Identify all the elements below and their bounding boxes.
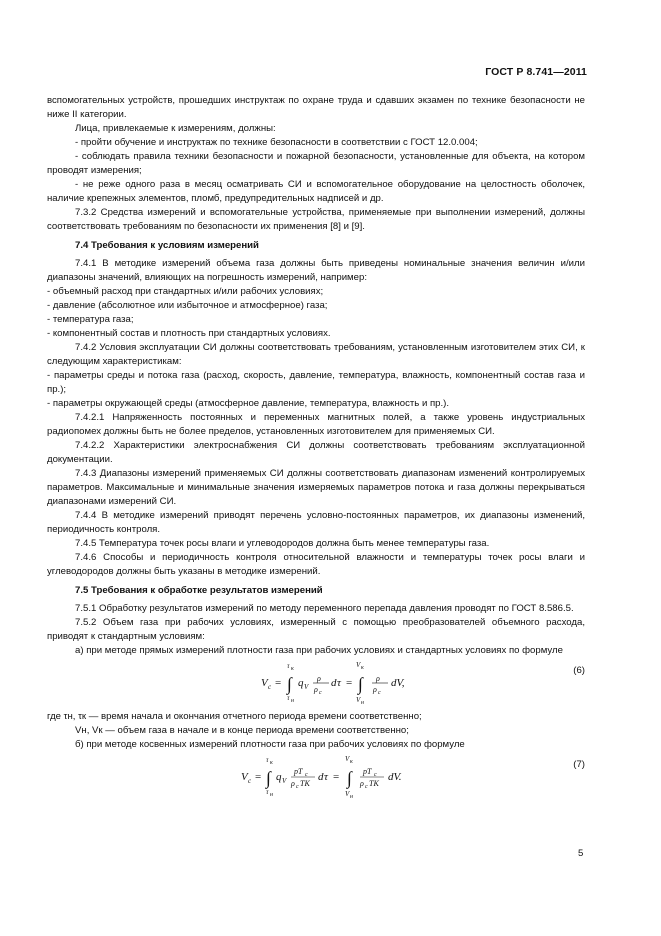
- svg-text:ρ: ρ: [314, 685, 318, 694]
- paragraph: 7.4.4 В методике измерений приводят перечень условно-постоянных параметров, их диапазоны изменений, периодичность контроля.: [47, 510, 585, 535]
- svg-text:с: с: [319, 690, 322, 696]
- svg-text:V: V: [345, 790, 350, 798]
- svg-text:н: н: [350, 794, 353, 800]
- list-item: - соблюдать правила техники безопасности и пожарной безопасности, установленные для объекта, на котором проводят измерения;: [47, 151, 585, 176]
- svg-text:∫: ∫: [266, 768, 271, 788]
- svg-text:н: н: [361, 700, 364, 706]
- svg-text:с: с: [378, 690, 381, 696]
- svg-text:ρ: ρ: [360, 779, 364, 788]
- paragraph: вспомогательных устройств, прошедших инструктаж по охране труда и сдавших экзамен по технике безопасности не ниже II категории.: [47, 95, 585, 120]
- equation-6: [47, 658, 585, 710]
- svg-text:q: q: [276, 771, 282, 783]
- svg-text:ρ: ρ: [317, 674, 321, 683]
- svg-text:q: q: [298, 677, 304, 689]
- paragraph: 7.4.2.1 Напряженность постоянных и переменных магнитных полей, а также уровень индустриальных радиопомех должны быть не более пределов, установленных изготовителем для применяемых СИ.: [47, 412, 585, 437]
- list-item: - температура газа;: [47, 314, 134, 325]
- paragraph: где τн, τк — время начала и окончания отчетного периода времени соответственно;: [47, 711, 422, 722]
- svg-text:с: с: [296, 784, 299, 790]
- list-item: - параметры среды и потока газа (расход, скорость, давление, температура, влажность, компонентный состав газа и пр.);: [47, 370, 585, 395]
- list-item: б) при методе косвенных измерений плотности газа при рабочих условиях по формуле: [75, 739, 465, 750]
- svg-text:τ: τ: [266, 756, 269, 764]
- svg-text:ρ: ρ: [376, 674, 380, 683]
- svg-text:TK: TK: [300, 779, 310, 788]
- equation-7-graphic: [47, 752, 567, 804]
- svg-text:V: V: [304, 683, 309, 691]
- svg-text:=: =: [333, 771, 340, 783]
- paragraph: 7.4.3 Диапазоны измерений применяемых СИ должны соответствовать диапазонам изменений контролируемых параметров. Максимальные и минимальные значения измеряемых параметров потока и газа должны перекрываться диапазонами измерений СИ.: [47, 468, 585, 507]
- svg-text:τ: τ: [287, 662, 290, 670]
- equation-6-graphic: [47, 658, 567, 710]
- svg-text:V: V: [282, 777, 287, 785]
- svg-text:к: к: [291, 666, 294, 672]
- svg-text:τ: τ: [324, 771, 328, 783]
- svg-text:=: =: [275, 677, 282, 689]
- svg-text:н: н: [291, 698, 294, 704]
- svg-text:TK: TK: [369, 779, 379, 788]
- svg-text:dV,: dV,: [391, 677, 405, 689]
- svg-text:∫: ∫: [358, 674, 363, 694]
- svg-text:d: d: [331, 677, 337, 689]
- paragraph: 7.4.1 В методике измерений объема газа должны быть приведены номинальные значения величин и/или диапазоны значений, влияющих на погрешность измерений, например:: [47, 258, 585, 283]
- svg-text:V: V: [345, 755, 350, 763]
- paragraph: 7.4.2 Условия эксплуатации СИ должны соответствовать требованиям, установленным изготовителем этих СИ, к следующим характеристикам:: [47, 342, 585, 367]
- paragraph: Vн, Vк — объем газа в начале и в конце периода времени соответственно;: [75, 725, 409, 736]
- paragraph: 7.4.2.2 Характеристики электроснабжения СИ должны соответствовать требованиям эксплуатационной документации.: [47, 440, 585, 465]
- svg-text:=: =: [255, 771, 262, 783]
- section-heading: 7.5 Требования к обработке результатов измерений: [75, 585, 323, 596]
- page-number: 5: [578, 848, 584, 859]
- svg-text:ρ: ρ: [291, 779, 295, 788]
- equation-number: (7): [573, 759, 585, 770]
- svg-text:τ: τ: [266, 788, 269, 796]
- paragraph: 7.5.1 Обработку результатов измерений по методу переменного перепада давления проводят по ГОСТ 8.586.5.: [75, 603, 574, 614]
- paragraph: 7.4.6 Способы и периодичность контроля относительной влажности и температуры точек росы влаги и углеводородов должны быть указаны в методике измерений.: [47, 552, 585, 577]
- svg-text:τ: τ: [337, 677, 341, 689]
- svg-text:d: d: [318, 771, 324, 783]
- document-header: ГОСТ Р 8.741—2011: [485, 66, 587, 78]
- svg-text:с: с: [374, 772, 377, 778]
- list-item: а) при методе прямых измерений плотности газа при рабочих условиях и стандартных условиях по формуле: [75, 645, 563, 656]
- page-body: [47, 94, 585, 804]
- section-heading: 7.4 Требования к условиям измерений: [75, 240, 259, 251]
- svg-text:V: V: [356, 696, 361, 704]
- svg-text:∫: ∫: [347, 768, 352, 788]
- svg-text:к: к: [361, 665, 364, 671]
- paragraph: 7.4.5 Температура точек росы влаги и углеводородов должна быть менее температуры газа.: [75, 538, 490, 549]
- list-item: - не реже одного раза в месяц осматривать СИ и вспомогательное оборудование на целостность оболочек, наличие крепежных элементов, пломб, предупредительных надписей и др.: [47, 179, 585, 204]
- list-item: - параметры окружающей среды (атмосферное давление, температура, влажность и пр.).: [47, 398, 450, 409]
- svg-text:∫: ∫: [287, 674, 292, 694]
- svg-text:с: с: [365, 784, 368, 790]
- list-item: - пройти обучение и инструктаж по технике безопасности в соответствии с ГОСТ 12.0.004;: [75, 137, 478, 148]
- svg-text:V: V: [261, 677, 268, 689]
- equation-number: (6): [573, 665, 585, 676]
- svg-text:н: н: [270, 792, 273, 798]
- svg-text:c: c: [248, 777, 252, 785]
- svg-text:V: V: [356, 661, 361, 669]
- svg-text:c: c: [268, 683, 272, 691]
- paragraph: 7.3.2 Средства измерений и вспомогательные устройства, применяемые при выполнении измерений, должны соответствовать требованиям по безопасности их применения [8] и [9].: [47, 207, 585, 232]
- list-item: - объемный расход при стандартных и/или рабочих условиях;: [47, 286, 324, 297]
- svg-text:к: к: [350, 759, 353, 765]
- svg-text:τ: τ: [287, 694, 290, 702]
- paragraph: Лица, привлекаемые к измерениям, должны:: [75, 123, 276, 134]
- svg-text:V: V: [241, 771, 248, 783]
- svg-text:=: =: [346, 677, 353, 689]
- svg-text:pT: pT: [363, 767, 372, 776]
- svg-text:dV.: dV.: [388, 771, 402, 783]
- svg-text:ρ: ρ: [373, 685, 377, 694]
- paragraph: 7.5.2 Объем газа при рабочих условиях, измеренный с помощью преобразователей объемного расхода, приводят к стандартным условиям:: [47, 617, 585, 642]
- svg-text:с: с: [305, 772, 308, 778]
- equation-7: [47, 752, 585, 804]
- svg-text:pT: pT: [294, 767, 303, 776]
- list-item: - давление (абсолютное или избыточное и атмосферное) газа;: [47, 300, 328, 311]
- list-item: - компонентный состав и плотность при стандартных условиях.: [47, 328, 331, 339]
- svg-text:к: к: [270, 760, 273, 766]
